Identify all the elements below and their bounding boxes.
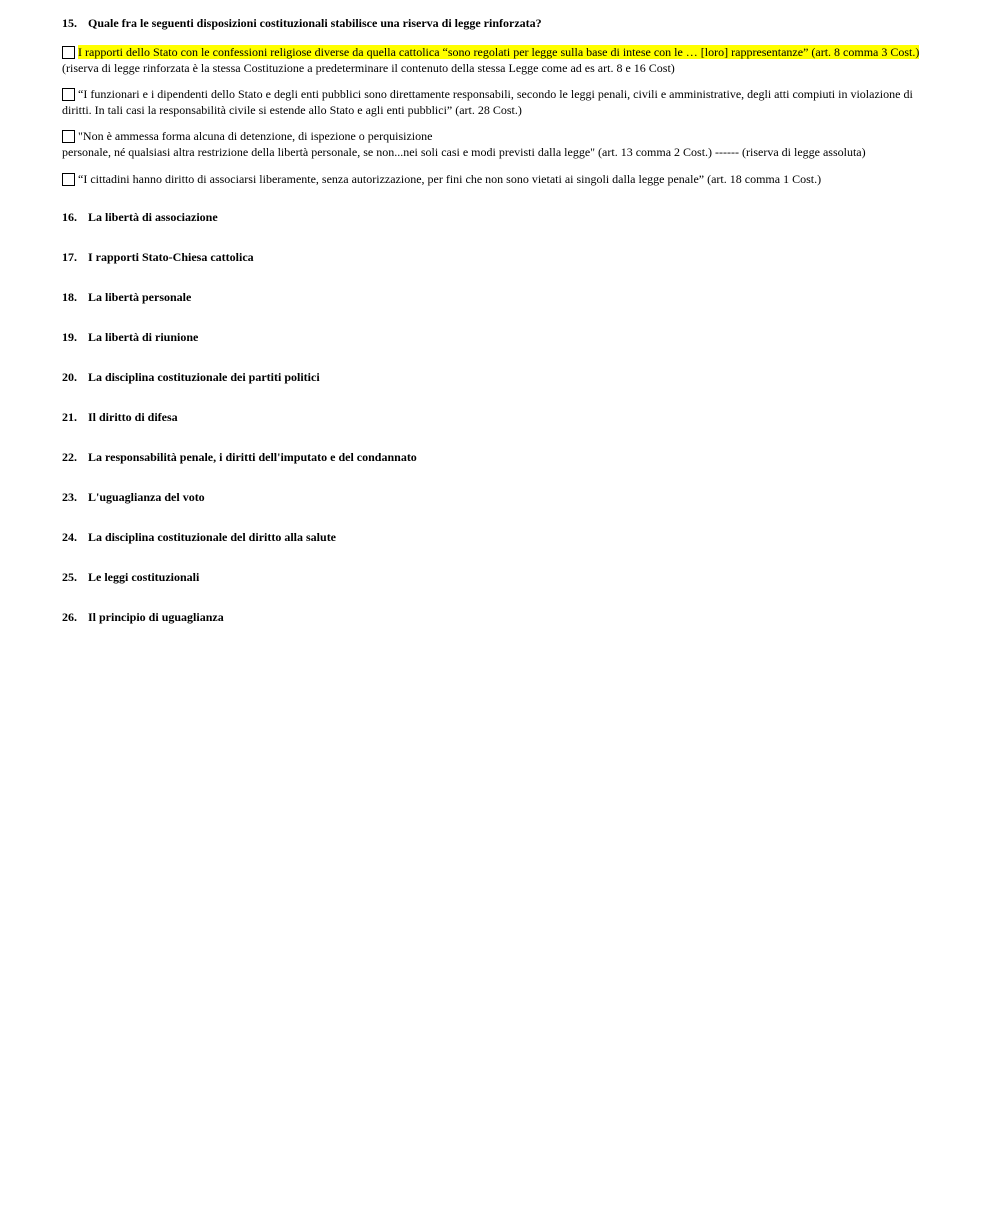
topic-20 — [62, 369, 934, 385]
topic-number: 19. — [62, 330, 77, 344]
topic-title: I rapporti Stato-Chiesa cattolica — [88, 250, 254, 264]
question-number: 15. — [62, 16, 77, 30]
topic-number: 24. — [62, 530, 77, 544]
topic-number: 18. — [62, 290, 77, 304]
option-1-text: (riserva di legge rinforzata è la stessa Costituzione a predeterminare il contenuto della stessa Legge come ad es art. 8 e 16 Cost) — [62, 61, 675, 75]
topic-title: Il principio di uguaglianza — [88, 610, 224, 624]
option-4-checkbox[interactable] — [62, 173, 75, 186]
topic-title: La libertà di riunione — [88, 330, 199, 344]
option-3-text-line1: "Non è ammessa forma alcuna di detenzione, di ispezione o perquisizione — [78, 129, 433, 143]
option-4-text: “I cittadini hanno diritto di associarsi liberamente, senza autorizzazione, per fini che non sono vietati ai singoli dalla legge penale” (art. 18 comma 1 Cost.) — [78, 172, 822, 186]
option-1 — [62, 44, 934, 76]
option-1-highlighted-text: I rapporti dello Stato con le confessioni religiose diverse da quella cattolica “sono regolati per legge sulla base di intese con le … [loro] rappresentanze” (art. 8 comma 3 Cost.) — [78, 45, 920, 59]
topic-17 — [62, 249, 934, 265]
topic-22 — [62, 449, 934, 465]
topic-title: La disciplina costituzionale dei partiti politici — [88, 370, 320, 384]
option-3-text-line2: personale, né qualsiasi altra restrizione della libertà personale, se non...nei soli casi e modi previsti dalla legge" (art. 13 comma 2 Cost.) ------ (riserva di legge assoluta) — [62, 145, 866, 159]
topic-title: La responsabilità penale, i diritti dell'imputato e del condannato — [88, 450, 417, 464]
topic-number: 23. — [62, 490, 77, 504]
topic-24 — [62, 529, 934, 545]
document-page — [62, 14, 934, 649]
topic-number: 21. — [62, 410, 77, 424]
topic-number: 20. — [62, 370, 77, 384]
topic-number: 22. — [62, 450, 77, 464]
topic-16 — [62, 209, 934, 225]
topic-title: La disciplina costituzionale del diritto alla salute — [88, 530, 337, 544]
topic-23 — [62, 489, 934, 505]
topic-number: 16. — [62, 210, 77, 224]
option-2-text: “I funzionari e i dipendenti dello Stato e degli enti pubblici sono direttamente responsabili, secondo le leggi penali, civili e amministrative, degli atti compiuti in violazione di diritti. In tali casi la responsabilità civile si estende allo Stato e agli enti pubblici” (art. 28 Cost.) — [62, 87, 913, 117]
topic-18 — [62, 289, 934, 305]
option-3-checkbox[interactable] — [62, 130, 75, 143]
topic-title: L'uguaglianza del voto — [88, 490, 205, 504]
topic-title: Le leggi costituzionali — [88, 570, 200, 584]
option-4 — [62, 171, 934, 187]
topic-title: La libertà personale — [88, 290, 192, 304]
topic-21 — [62, 409, 934, 425]
topic-title: La libertà di associazione — [88, 210, 218, 224]
topic-19 — [62, 329, 934, 345]
option-2-checkbox[interactable] — [62, 88, 75, 101]
topic-number: 17. — [62, 250, 77, 264]
topic-number: 26. — [62, 610, 77, 624]
option-3 — [62, 128, 934, 160]
option-2 — [62, 86, 934, 118]
topic-number: 25. — [62, 570, 77, 584]
topic-title: Il diritto di difesa — [88, 410, 178, 424]
topic-list — [62, 209, 934, 625]
topic-26 — [62, 609, 934, 625]
question-text: Quale fra le seguenti disposizioni costituzionali stabilisce una riserva di legge rinforzata? — [88, 16, 542, 30]
option-1-checkbox[interactable] — [62, 46, 75, 59]
topic-25 — [62, 569, 934, 585]
question-15-title — [62, 14, 934, 32]
